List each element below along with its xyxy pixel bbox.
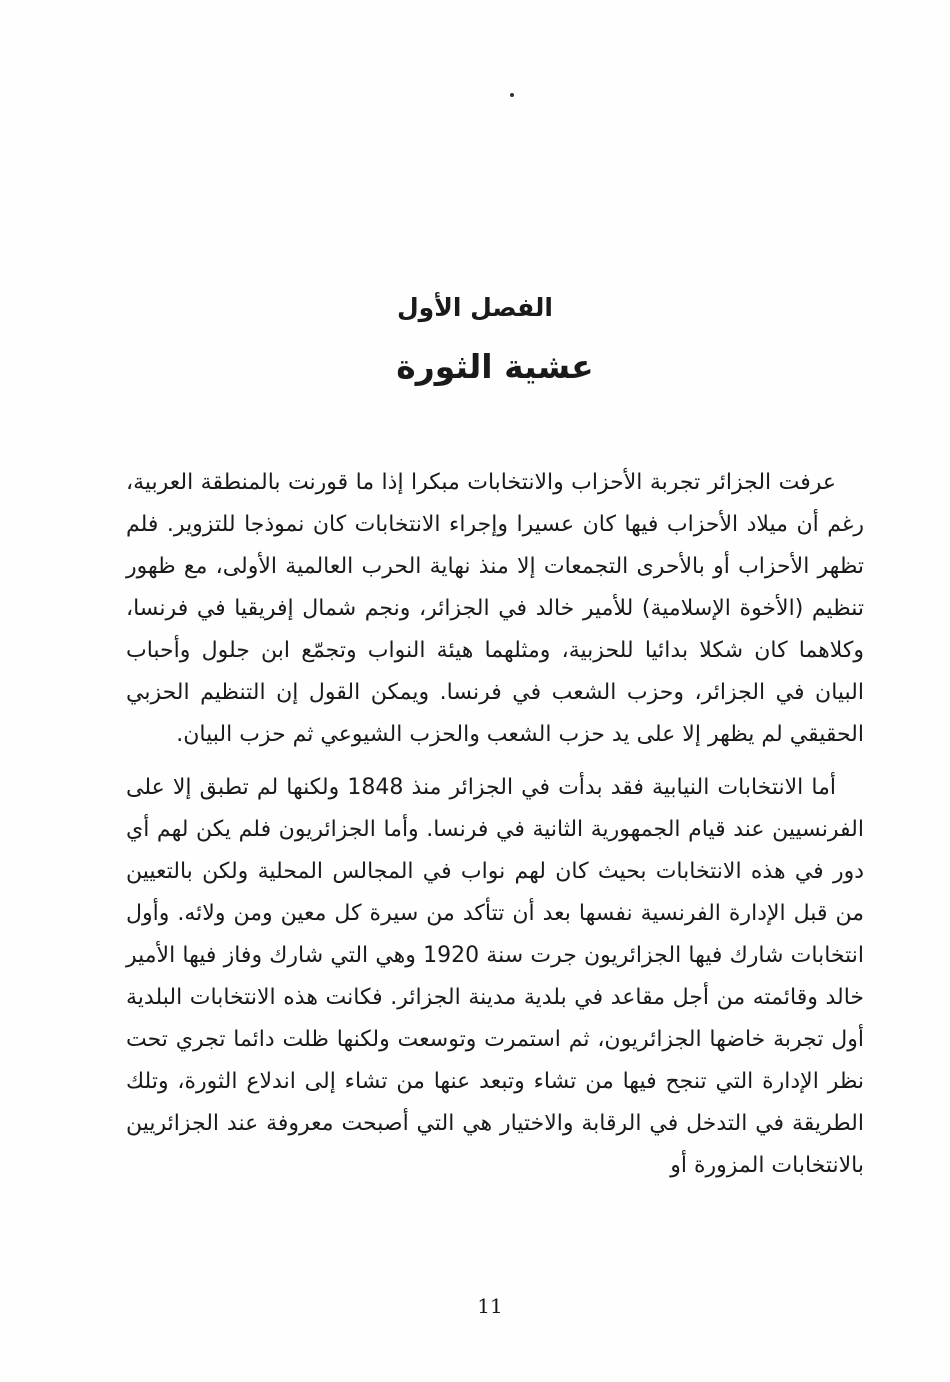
page-number: 11 [477,1294,503,1318]
paragraph: أما الانتخابات النيابية فقد بدأت في الجزائر منذ 1848 ولكنها لم تطبق إلا على الفرنسيين عند قيام الجمهورية الثانية في فرنسا. وأما الجزائريون فلم يكن لهم أي دور في هذه الانتخابات بحيث كان لهم نواب في المجالس المحلية ولكن بالتعيين من قبل الإدارة الفرنسية نفسها بعد أن تتأكد من سيرة كل معين ومن ولائه. وأول انتخابات شارك فيها الجزائريون جرت سنة 1920 وهي التي شارك وفاز فيها الأمير خالد وقائمته من أجل مقاعد في بلدية مدينة الجزائر. فكانت هذه الانتخابات البلدية أول تجربة خاضها الجزائريون، ثم استمرت وتوسعت ولكنها ظلت دائما تجري تحت نظر الإدارة التي تنجح فيها من تشاء وتبعد عنها من تشاء إلى اندلاع الثورة، وتلك الطريقة في التدخل في الرقابة والاختيار هي التي أصبحت معروفة عند الجزائريين بالانتخابات المزورة أو [126,775,864,1178]
ink-speck [510,93,514,97]
paragraph: عرفت الجزائر تجربة الأحزاب والانتخابات مبكرا إذا ما قورنت بالمنطقة العربية، رغم أن ميلاد الأحزاب فيها كان عسيرا وإجراء الانتخابات كان نموذجا للتزوير. فلم تظهر الأحزاب أو بالأحرى التجمعات إلا منذ نهاية الحرب العالمية الأولى، مع ظهور تنظيم (الأخوة الإسلامية) للأمير خالد في الجزائر، ونجم شمال إفريقيا في فرنسا، وكلاهما كان شكلا بدائيا للحزبية، ومثلهما هيئة النواب وتجمّع ابن جلول وأحباب البيان في الجزائر، وحزب الشعب في فرنسا. ويمكن القول إن التنظيم الحزبي الحقيقي لم يظهر إلا على يد حزب الشعب والحزب الشيوعي ثم حزب البيان. [126,470,864,747]
chapter-title: عشية الثورة [396,347,594,386]
chapter-label: الفصل الأول [396,293,554,322]
body-text [126,462,864,1187]
